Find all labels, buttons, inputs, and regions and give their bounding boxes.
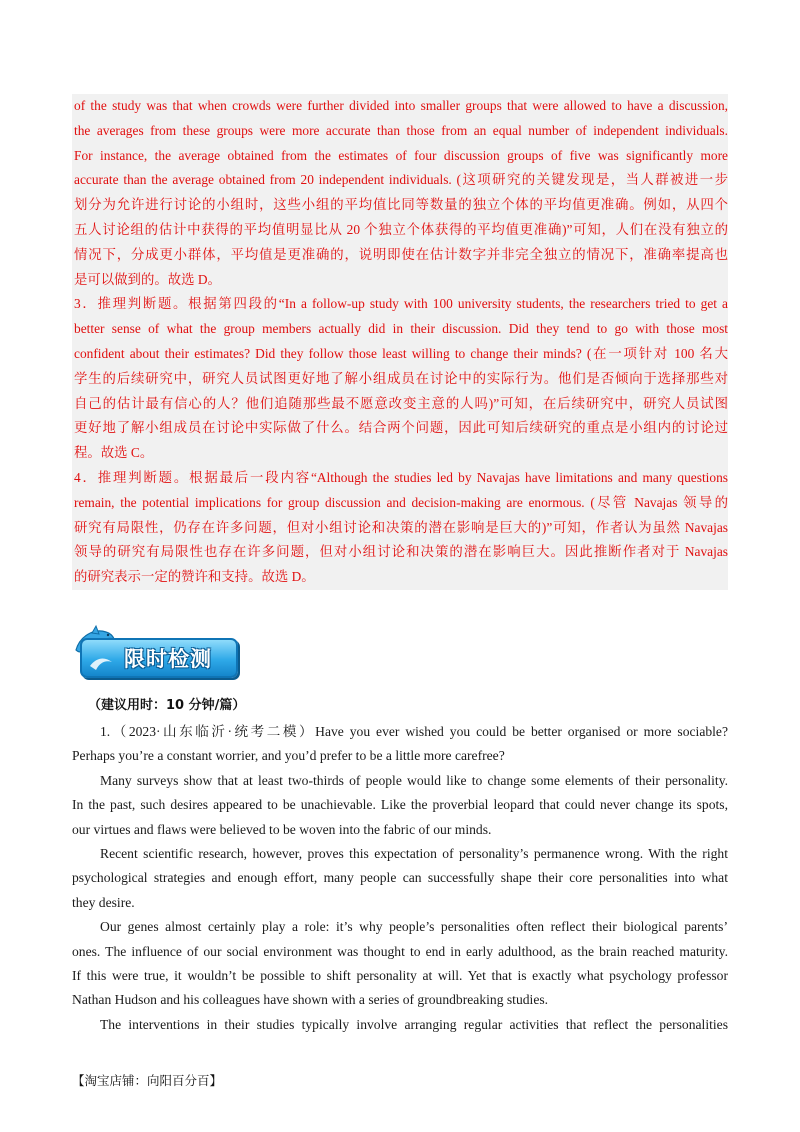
section-badge [72,624,242,686]
passage-line: Recent scientific research, however, proves this expectation of personality’s permanence wrong. With the right [100,845,728,861]
answer-line: the averages from these groups were more accurate than those from an equal number of independent individuals. [74,122,728,138]
answer-line: of the study was that when crowds were further divided into smaller groups that were allowed to have a discussion, [74,98,728,113]
footer-shop-label: 【淘宝店铺：向阳百分百】 [72,1073,223,1088]
passage-line: The interventions in their studies typically involve arranging regular activities that reflect the personalities [100,1016,728,1032]
answer-line: 是可以做到的。故选 D。 [74,271,221,287]
answer-line: accurate than the average obtained from 20 independent individuals. (这项研究的关键发现是，当人群被进一步 [74,172,728,188]
answer-line: 自己的估计最有信心的人？他们追随那些最不愿意改变主意的人吗)”可知，在后续研究中，研究人员试图 [74,395,728,411]
passage-line: Nathan Hudson and his colleagues have shown with a series of groundbreaking studies. [72,992,549,1008]
passage-line: Many surveys show that at least two-thirds of people would like to change some elements of their personality. [100,772,728,788]
answer-line: remain, the potential implications for group discussion and decision-making are enormous. (尽管 Navajas 领导的 [74,494,728,510]
section-badge-plate [80,638,238,678]
passage-line: Our genes almost certainly play a role: it’s why people’s personalities often reflect their biological parents’ [100,919,728,935]
passage-paragraph [72,769,728,842]
time-note: （建议用时：10 分钟/篇） [88,698,246,713]
answer-line: For instance, the average obtained from the estimates of four discussion groups of five was significantly more [74,147,728,163]
passage-paragraph [72,915,728,1013]
answer-line: 4．推理判断题。根据最后一段内容“Although the studies led by Navajas have limitations and many questions [74,469,728,485]
answer-line: confident about their estimates? Did they follow those least willing to change their minds? (在一项针对 100 名大 [74,345,728,361]
answer-line: 五人讨论组的估计中获得的平均值明显比从 20 个独立个体获得的平均值更准确)”可知，人们在没有独立的 [74,221,728,237]
passage-line: ones. The influence of our social environment was thought to end in early adulthood, as the brain reached maturity. [72,943,728,959]
answer-line: 学生的后续研究中，研究人员试图更好地了解小组成员在讨论中的实际行为。他们是否倾向于选择那些对 [74,370,728,386]
passage-paragraph [72,720,728,769]
passage-line: 1.（2023·山东临沂·统考二模）Have you ever wished you could be better organised or more sociable? [100,724,728,739]
passage-paragraph [72,1013,728,1037]
answer-line: better sense of what the group members actually did in their discussion. Did they tend to go with those most [74,321,728,337]
answer-line: 研究有局限性，仍存在许多问题，但对小组讨论和决策的潜在影响是巨大的)”可知，作者认为虽然 Navajas [74,519,728,535]
wave-icon [86,640,126,676]
passage-paragraph [72,842,728,915]
answer-explanation-block [72,94,728,590]
passage-line: Perhaps you’re a constant worrier, and you’d prefer to be a little more carefree? [72,748,505,764]
answer-line: 3．推理判断题。根据第四段的“In a follow-up study with 100 university students, the researchers tried to get a [74,296,728,312]
answer-line: 更好地了解小组成员在讨论中实际做了什么。结合两个问题，因此可知后续研究的重点是小组内的讨论过 [74,420,728,436]
passage-line: In the past, such desires appeared to be unachievable. Like the proverbial leopard that could never change its spots, [72,797,728,813]
section-badge-label: 限时检测 [124,647,212,671]
answer-line: 的研究表示一定的赞许和支持。故选 D。 [74,569,315,585]
passage-line: If this were true, it wouldn’t be possible to shift personality at will. Yet that is exactly what psychology professor [72,967,728,983]
passage-line: psychological strategies and enough effort, many people can successfully shape their core personalities into what [72,870,728,886]
reading-passage [72,720,728,1037]
passage-line: they desire. [72,894,135,910]
answer-line: 领导的研究有局限性也存在许多问题，但对小组讨论和决策的潜在影响巨大。因此推断作者对于 Navajas [74,544,728,560]
answer-line: 情况下，分成更小群体，平均值是更准确的，说明即使在估计数字并非完全独立的情况下，准确率提高也 [74,246,728,262]
passage-line: our virtues and flaws were believed to be woven into the fabric of our minds. [72,821,492,837]
answer-line: 划分为允许进行讨论的小组时，这些小组的平均值比同等数量的独立个体的平均值更准确。例如，从四个 [74,197,728,213]
answer-line: 程。故选 C。 [74,445,154,461]
